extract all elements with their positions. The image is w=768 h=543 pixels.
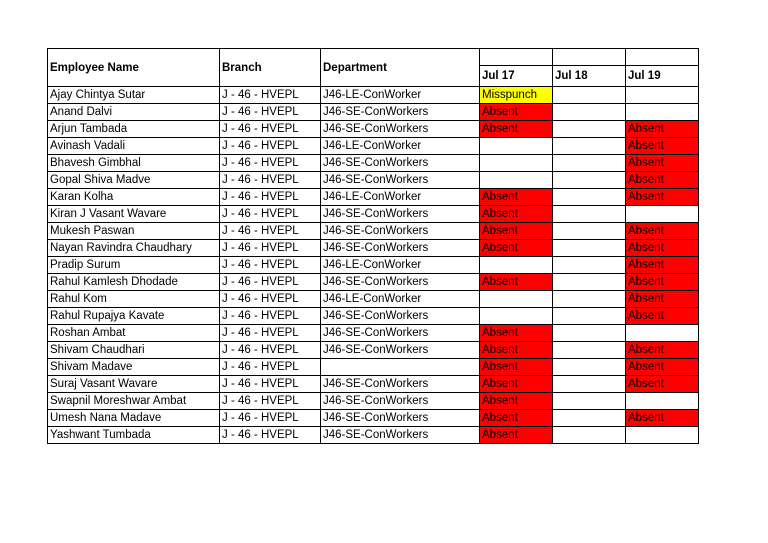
status-cell-jul19: Absent bbox=[626, 376, 699, 393]
branch-cell: J - 46 - HVEPL bbox=[220, 172, 321, 189]
status-cell-jul18 bbox=[553, 223, 626, 240]
department-cell: J46-LE-ConWorker bbox=[321, 291, 480, 308]
status-cell-jul18 bbox=[553, 155, 626, 172]
branch-cell: J - 46 - HVEPL bbox=[220, 393, 321, 410]
status-cell-jul19: Absent bbox=[626, 121, 699, 138]
attendance-table bbox=[47, 48, 699, 444]
department-cell: J46-SE-ConWorkers bbox=[321, 274, 480, 291]
department-cell: J46-LE-ConWorker bbox=[321, 189, 480, 206]
table-row bbox=[48, 291, 699, 308]
department-cell: J46-SE-ConWorkers bbox=[321, 206, 480, 223]
branch-cell: J - 46 - HVEPL bbox=[220, 291, 321, 308]
department-cell: J46-SE-ConWorkers bbox=[321, 376, 480, 393]
status-cell-jul19: Absent bbox=[626, 257, 699, 274]
status-cell-jul17: Absent bbox=[480, 359, 553, 376]
department-cell: J46-LE-ConWorker bbox=[321, 87, 480, 104]
status-cell-jul17: Absent bbox=[480, 325, 553, 342]
status-cell-jul19: Absent bbox=[626, 308, 699, 325]
status-cell-jul17: Absent bbox=[480, 393, 553, 410]
branch-cell: J - 46 - HVEPL bbox=[220, 138, 321, 155]
name-cell: Suraj Vasant Wavare bbox=[48, 376, 220, 393]
name-cell: Swapnil Moreshwar Ambat bbox=[48, 393, 220, 410]
status-cell-jul17: Absent bbox=[480, 342, 553, 359]
table-row bbox=[48, 342, 699, 359]
status-cell-jul17: Absent bbox=[480, 240, 553, 257]
status-cell-jul18 bbox=[553, 189, 626, 206]
status-cell-jul17 bbox=[480, 308, 553, 325]
status-cell-jul19: Absent bbox=[626, 274, 699, 291]
status-cell-jul17: Absent bbox=[480, 189, 553, 206]
status-cell-jul18 bbox=[553, 427, 626, 444]
department-cell: J46-SE-ConWorkers bbox=[321, 121, 480, 138]
table-row bbox=[48, 223, 699, 240]
name-cell: Rahul Kamlesh Dhodade bbox=[48, 274, 220, 291]
header-department: Department bbox=[321, 49, 480, 87]
branch-cell: J - 46 - HVEPL bbox=[220, 308, 321, 325]
department-cell: J46-SE-ConWorkers bbox=[321, 393, 480, 410]
status-cell-jul17 bbox=[480, 155, 553, 172]
table-row bbox=[48, 393, 699, 410]
department-cell: J46-SE-ConWorkers bbox=[321, 342, 480, 359]
branch-cell: J - 46 - HVEPL bbox=[220, 410, 321, 427]
name-cell: Pradip Surum bbox=[48, 257, 220, 274]
status-cell-jul19: Absent bbox=[626, 342, 699, 359]
name-cell: Rahul Kom bbox=[48, 291, 220, 308]
table-row bbox=[48, 308, 699, 325]
name-cell: Gopal Shiva Madve bbox=[48, 172, 220, 189]
branch-cell: J - 46 - HVEPL bbox=[220, 206, 321, 223]
header-date-jul17: Jul 17 bbox=[480, 49, 553, 87]
header-row bbox=[48, 49, 699, 87]
branch-cell: J - 46 - HVEPL bbox=[220, 104, 321, 121]
status-cell-jul18 bbox=[553, 342, 626, 359]
status-cell-jul19 bbox=[626, 393, 699, 410]
name-cell: Mukesh Paswan bbox=[48, 223, 220, 240]
status-cell-jul18 bbox=[553, 376, 626, 393]
status-cell-jul17: Absent bbox=[480, 104, 553, 121]
status-cell-jul19: Absent bbox=[626, 291, 699, 308]
table-row bbox=[48, 189, 699, 206]
status-cell-jul17: Absent bbox=[480, 121, 553, 138]
table-row bbox=[48, 376, 699, 393]
name-cell: Bhavesh Gimbhal bbox=[48, 155, 220, 172]
table-row bbox=[48, 138, 699, 155]
name-cell: Nayan Ravindra Chaudhary bbox=[48, 240, 220, 257]
branch-cell: J - 46 - HVEPL bbox=[220, 376, 321, 393]
branch-cell: J - 46 - HVEPL bbox=[220, 223, 321, 240]
table-row bbox=[48, 410, 699, 427]
status-cell-jul18 bbox=[553, 87, 626, 104]
name-cell: Shivam Chaudhari bbox=[48, 342, 220, 359]
status-cell-jul17: Absent bbox=[480, 427, 553, 444]
branch-cell: J - 46 - HVEPL bbox=[220, 87, 321, 104]
department-cell: J46-SE-ConWorkers bbox=[321, 172, 480, 189]
name-cell: Umesh Nana Madave bbox=[48, 410, 220, 427]
status-cell-jul17 bbox=[480, 257, 553, 274]
table-row bbox=[48, 172, 699, 189]
header-date-jul19: Jul 19 bbox=[626, 49, 699, 87]
table-row bbox=[48, 274, 699, 291]
status-cell-jul18 bbox=[553, 274, 626, 291]
status-cell-jul19: Absent bbox=[626, 410, 699, 427]
status-cell-jul19: Absent bbox=[626, 189, 699, 206]
status-cell-jul17 bbox=[480, 138, 553, 155]
name-cell: Avinash Vadali bbox=[48, 138, 220, 155]
table-header bbox=[48, 49, 699, 87]
status-cell-jul18 bbox=[553, 359, 626, 376]
status-cell-jul19 bbox=[626, 87, 699, 104]
table-row bbox=[48, 359, 699, 376]
branch-cell: J - 46 - HVEPL bbox=[220, 240, 321, 257]
status-cell-jul18 bbox=[553, 121, 626, 138]
name-cell: Karan Kolha bbox=[48, 189, 220, 206]
status-cell-jul19 bbox=[626, 427, 699, 444]
status-cell-jul19: Absent bbox=[626, 155, 699, 172]
status-cell-jul18 bbox=[553, 291, 626, 308]
name-cell: Yashwant Tumbada bbox=[48, 427, 220, 444]
branch-cell: J - 46 - HVEPL bbox=[220, 342, 321, 359]
status-cell-jul17 bbox=[480, 291, 553, 308]
table-row bbox=[48, 257, 699, 274]
status-cell-jul18 bbox=[553, 138, 626, 155]
status-cell-jul19: Absent bbox=[626, 172, 699, 189]
branch-cell: J - 46 - HVEPL bbox=[220, 189, 321, 206]
department-cell: J46-SE-ConWorkers bbox=[321, 155, 480, 172]
status-cell-jul17: Absent bbox=[480, 206, 553, 223]
status-cell-jul17 bbox=[480, 172, 553, 189]
table-row bbox=[48, 427, 699, 444]
department-cell: J46-SE-ConWorkers bbox=[321, 308, 480, 325]
department-cell: J46-LE-ConWorker bbox=[321, 138, 480, 155]
department-cell: J46-LE-ConWorker bbox=[321, 257, 480, 274]
department-cell: J46-SE-ConWorkers bbox=[321, 240, 480, 257]
branch-cell: J - 46 - HVEPL bbox=[220, 257, 321, 274]
table-body bbox=[48, 87, 699, 444]
table-row bbox=[48, 87, 699, 104]
name-cell: Ajay Chintya Sutar bbox=[48, 87, 220, 104]
department-cell: J46-SE-ConWorkers bbox=[321, 325, 480, 342]
status-cell-jul17: Absent bbox=[480, 223, 553, 240]
status-cell-jul19 bbox=[626, 104, 699, 121]
status-cell-jul17: Misspunch bbox=[480, 87, 553, 104]
header-employee-name: Employee Name bbox=[48, 49, 220, 87]
branch-cell: J - 46 - HVEPL bbox=[220, 359, 321, 376]
status-cell-jul18 bbox=[553, 393, 626, 410]
status-cell-jul18 bbox=[553, 104, 626, 121]
name-cell: Roshan Ambat bbox=[48, 325, 220, 342]
table-row bbox=[48, 325, 699, 342]
name-cell: Anand Dalvi bbox=[48, 104, 220, 121]
department-cell bbox=[321, 359, 480, 376]
name-cell: Shivam Madave bbox=[48, 359, 220, 376]
table-row bbox=[48, 121, 699, 138]
branch-cell: J - 46 - HVEPL bbox=[220, 427, 321, 444]
branch-cell: J - 46 - HVEPL bbox=[220, 325, 321, 342]
status-cell-jul19: Absent bbox=[626, 359, 699, 376]
table-row bbox=[48, 240, 699, 257]
table-row bbox=[48, 104, 699, 121]
status-cell-jul18 bbox=[553, 410, 626, 427]
status-cell-jul17: Absent bbox=[480, 274, 553, 291]
name-cell: Arjun Tambada bbox=[48, 121, 220, 138]
header-date-jul18: Jul 18 bbox=[553, 49, 626, 87]
table-row bbox=[48, 206, 699, 223]
branch-cell: J - 46 - HVEPL bbox=[220, 274, 321, 291]
department-cell: J46-SE-ConWorkers bbox=[321, 427, 480, 444]
table-row bbox=[48, 155, 699, 172]
branch-cell: J - 46 - HVEPL bbox=[220, 155, 321, 172]
status-cell-jul18 bbox=[553, 257, 626, 274]
status-cell-jul19 bbox=[626, 325, 699, 342]
department-cell: J46-SE-ConWorkers bbox=[321, 104, 480, 121]
name-cell: Rahul Rupajya Kavate bbox=[48, 308, 220, 325]
status-cell-jul18 bbox=[553, 240, 626, 257]
status-cell-jul18 bbox=[553, 325, 626, 342]
status-cell-jul18 bbox=[553, 308, 626, 325]
status-cell-jul19 bbox=[626, 206, 699, 223]
status-cell-jul18 bbox=[553, 206, 626, 223]
status-cell-jul19: Absent bbox=[626, 240, 699, 257]
department-cell: J46-SE-ConWorkers bbox=[321, 223, 480, 240]
status-cell-jul18 bbox=[553, 172, 626, 189]
status-cell-jul17: Absent bbox=[480, 410, 553, 427]
status-cell-jul17: Absent bbox=[480, 376, 553, 393]
header-branch: Branch bbox=[220, 49, 321, 87]
department-cell: J46-SE-ConWorkers bbox=[321, 410, 480, 427]
branch-cell: J - 46 - HVEPL bbox=[220, 121, 321, 138]
name-cell: Kiran J Vasant Wavare bbox=[48, 206, 220, 223]
status-cell-jul19: Absent bbox=[626, 223, 699, 240]
status-cell-jul19: Absent bbox=[626, 138, 699, 155]
